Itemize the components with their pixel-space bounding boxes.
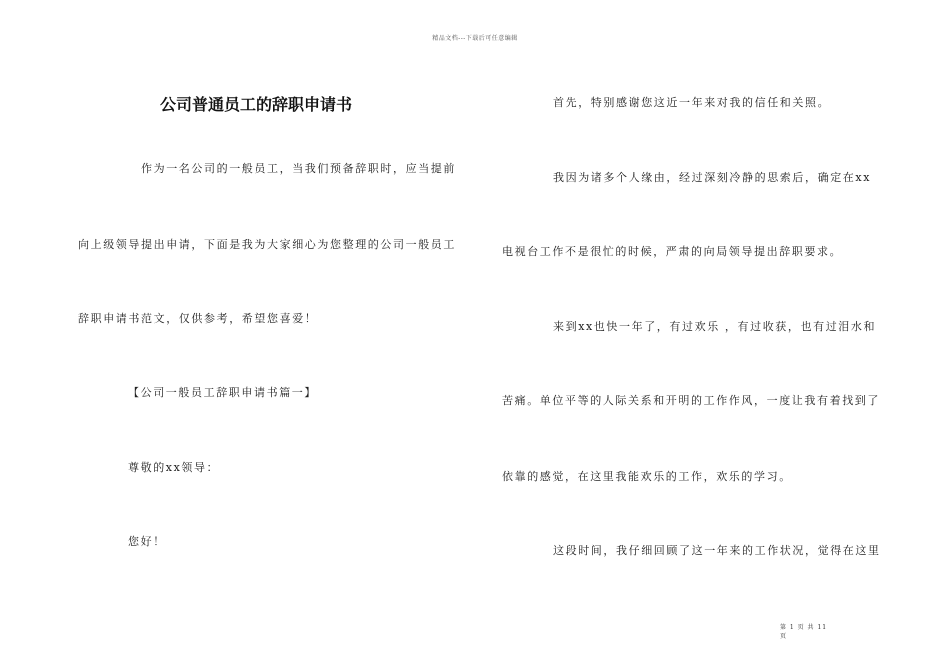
page-number-line: 页 [780, 633, 788, 640]
left-paragraph-line: 作为一名公司的一般员工，当我们预备辞职时，应当提前 [141, 162, 456, 175]
salutation: 尊敬的xx领导： [128, 461, 220, 474]
page-header: 精品文档---下载后可任意编辑 [432, 35, 518, 42]
left-paragraph-line: 辞职申请书范文，仅供参考，希望您喜爱！ [78, 312, 318, 325]
greeting: 您好！ [128, 535, 166, 548]
section-heading: 【公司一般员工辞职申请书篇一】 [128, 386, 317, 399]
right-paragraph-line: 依靠的感觉，在这里我能欢乐的工作，欢乐的学习。 [502, 470, 792, 483]
right-paragraph-line: 来到xx也快一年了，有过欢乐 ，有过收获，也有过泪水和 [553, 320, 877, 333]
right-paragraph-line: 电视台工作不是很忙的时候，严肃的向局领导提出辞职要求。 [502, 245, 843, 258]
right-paragraph-line: 苦痛。单位平等的人际关系和开明的工作作风，一度让我有着找到了 [502, 394, 880, 407]
page-number-line: 第 1 页 共 11 [780, 624, 828, 631]
right-paragraph-line: 首先，特别感谢您这近一年来对我的信任和关照。 [553, 96, 831, 109]
left-paragraph-line: 向上级领导提出申请，下面是我为大家细心为您整理的公司一般员工 [78, 238, 456, 251]
right-paragraph-line: 这段时间，我仔细回顾了这一年来的工作状况，觉得在这里 [553, 544, 881, 557]
right-paragraph-line: 我因为诸多个人缘由，经过深刻冷静的思索后，确定在xx [553, 171, 872, 184]
document-title: 公司普通员工的辞职申请书 [160, 95, 353, 114]
page-number [780, 623, 827, 641]
